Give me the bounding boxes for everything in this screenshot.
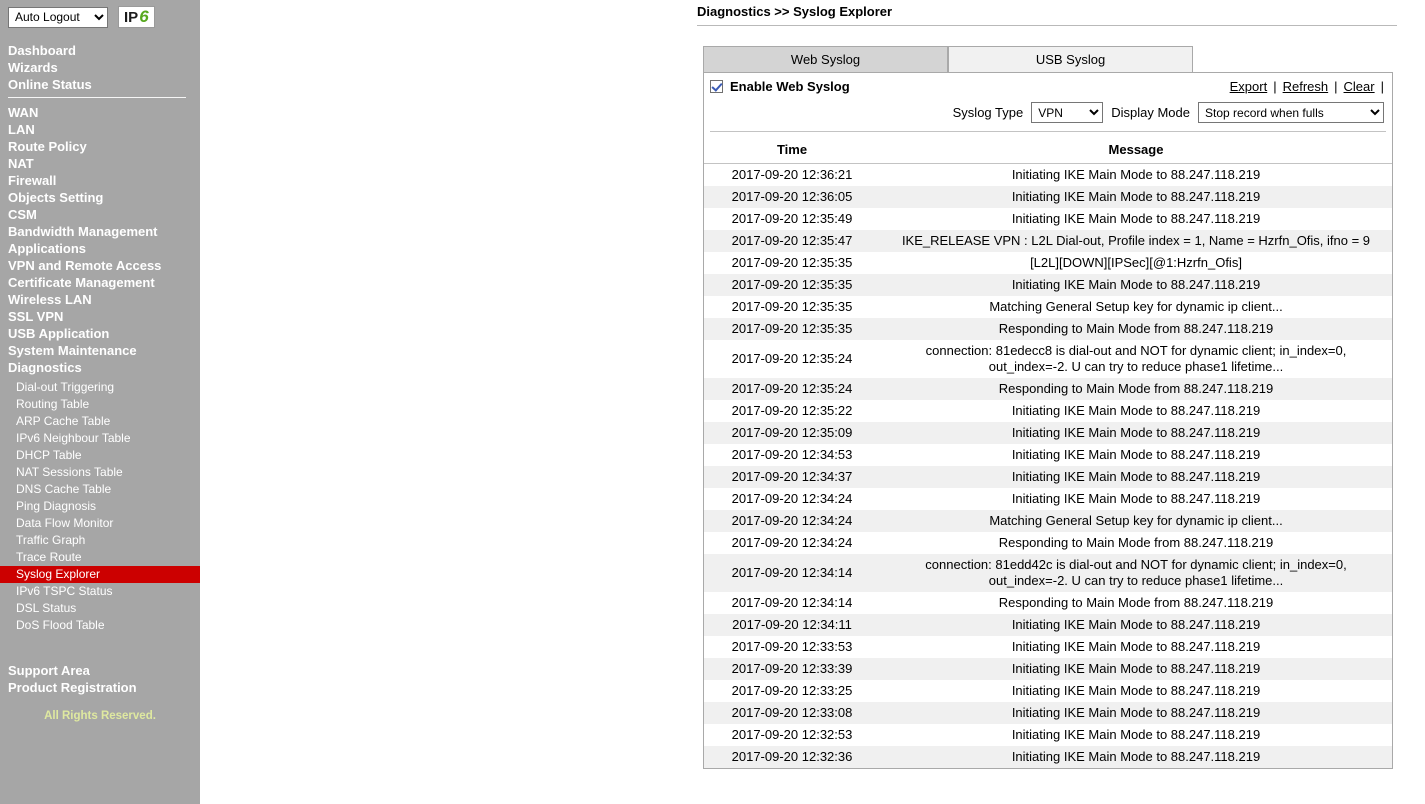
- ipv6-badge: [118, 6, 155, 28]
- sidebar-item-traffic-graph[interactable]: Traffic Graph: [16, 533, 86, 547]
- sidebar-item-dashboard[interactable]: Dashboard: [8, 43, 76, 58]
- tab-usb-syslog[interactable]: USB Syslog: [948, 46, 1193, 72]
- cell-time: 2017-09-20 12:35:35: [731, 299, 853, 314]
- table-row: [704, 422, 1392, 444]
- sidebar-item-applications[interactable]: Applications: [8, 241, 87, 256]
- sidebar-item-support-area[interactable]: Support Area: [8, 663, 90, 678]
- table-row: [704, 746, 1392, 768]
- enable-row: [710, 79, 1386, 94]
- table-row: [704, 554, 1392, 592]
- cell-time: 2017-09-20 12:35:47: [731, 233, 853, 248]
- syslog-table-head: [704, 136, 1392, 164]
- table-row: [704, 400, 1392, 422]
- sidebar-item-dsl-status[interactable]: DSL Status: [16, 601, 77, 615]
- sidebar-item-dial-out-triggering[interactable]: Dial-out Triggering: [16, 380, 115, 394]
- sidebar-item-bandwidth-management[interactable]: Bandwidth Management: [8, 224, 158, 239]
- cell-time: 2017-09-20 12:34:24: [731, 491, 853, 506]
- clear-link[interactable]: Clear: [1343, 79, 1375, 94]
- syslog-table-header-row: [704, 136, 1392, 164]
- sidebar-item-certificate-management[interactable]: Certificate Management: [8, 275, 155, 290]
- sidebar: [0, 0, 200, 804]
- cell-message: IKE_RELEASE VPN : L2L Dial-out, Profile index = 1, Name = Hzrfn_Ofis, ifno = 9: [901, 233, 1371, 248]
- enable-web-syslog-label: Enable Web Syslog: [730, 79, 850, 94]
- tab-web-syslog[interactable]: Web Syslog: [703, 46, 948, 72]
- breadcrumb: Diagnostics >> Syslog Explorer: [697, 4, 893, 19]
- cell-time: 2017-09-20 12:35:22: [731, 403, 853, 418]
- cell-time: 2017-09-20 12:34:37: [731, 469, 853, 484]
- sidebar-item-firewall[interactable]: Firewall: [8, 173, 57, 188]
- cell-message: Initiating IKE Main Mode to 88.247.118.219: [1011, 705, 1261, 720]
- cell-message: Initiating IKE Main Mode to 88.247.118.219: [1011, 727, 1261, 742]
- sidebar-item-routing-table[interactable]: Routing Table: [16, 397, 90, 411]
- cell-message: Initiating IKE Main Mode to 88.247.118.219: [1011, 211, 1261, 226]
- cell-message: Matching General Setup key for dynamic ip client...: [989, 299, 1283, 314]
- sidebar-item-wan[interactable]: WAN: [8, 105, 39, 120]
- cell-message: Initiating IKE Main Mode to 88.247.118.219: [1011, 491, 1261, 506]
- cell-message: Initiating IKE Main Mode to 88.247.118.219: [1011, 277, 1261, 292]
- cell-time: 2017-09-20 12:34:24: [731, 535, 853, 550]
- cell-message: Initiating IKE Main Mode to 88.247.118.219: [1011, 661, 1261, 676]
- table-row: [704, 230, 1392, 252]
- cell-message: Initiating IKE Main Mode to 88.247.118.219: [1011, 469, 1261, 484]
- sidebar-item-dhcp-table[interactable]: DHCP Table: [16, 448, 82, 462]
- sidebar-item-ipv6-neighbour-table[interactable]: IPv6 Neighbour Table: [16, 431, 131, 445]
- sidebar-header: [0, 0, 200, 30]
- filter-row: [710, 102, 1386, 123]
- cell-time: 2017-09-20 12:32:36: [731, 749, 853, 764]
- export-link[interactable]: Export: [1229, 79, 1268, 94]
- cell-message: Matching General Setup key for dynamic ip client...: [989, 513, 1283, 528]
- sidebar-item-arp-cache-table[interactable]: ARP Cache Table: [16, 414, 111, 428]
- sidebar-item-diagnostics[interactable]: Diagnostics: [8, 360, 82, 375]
- ipv6-badge-prefix: IP: [124, 9, 139, 26]
- cell-time: 2017-09-20 12:35:24: [731, 351, 853, 366]
- cell-message: Initiating IKE Main Mode to 88.247.118.219: [1011, 617, 1261, 632]
- table-row: [704, 274, 1392, 296]
- cell-time: 2017-09-20 12:32:53: [731, 727, 853, 742]
- column-header-message: Message: [880, 136, 1392, 164]
- panel-divider: [710, 131, 1386, 132]
- syslog-table: [704, 136, 1392, 768]
- cell-time: 2017-09-20 12:35:35: [731, 255, 853, 270]
- table-row: [704, 252, 1392, 274]
- table-row: [704, 532, 1392, 554]
- syslog-type-label: Syslog Type: [952, 105, 1024, 120]
- sidebar-item-nat-sessions-table[interactable]: NAT Sessions Table: [16, 465, 123, 479]
- table-row: [704, 724, 1392, 746]
- cell-time: 2017-09-20 12:34:14: [731, 565, 853, 580]
- table-row: [704, 658, 1392, 680]
- sidebar-item-wireless-lan[interactable]: Wireless LAN: [8, 292, 92, 307]
- sidebar-item-product-registration[interactable]: Product Registration: [8, 680, 137, 695]
- sidebar-item-nat[interactable]: NAT: [8, 156, 34, 171]
- sidebar-item-ipv6-tspc-status[interactable]: IPv6 TSPC Status: [16, 584, 113, 598]
- cell-message: Initiating IKE Main Mode to 88.247.118.219: [1011, 403, 1261, 418]
- action-separator-2: |: [1334, 79, 1338, 94]
- cell-message: Responding to Main Mode from 88.247.118.219: [998, 321, 1274, 336]
- cell-time: 2017-09-20 12:34:53: [731, 447, 853, 462]
- table-row: [704, 296, 1392, 318]
- display-mode-label: Display Mode: [1111, 105, 1190, 120]
- sidebar-item-dns-cache-table[interactable]: DNS Cache Table: [16, 482, 112, 496]
- cell-time: 2017-09-20 12:35:09: [731, 425, 853, 440]
- breadcrumb-divider: [697, 25, 1397, 26]
- action-separator-1: |: [1273, 79, 1277, 94]
- nav-diagnostics-submenu: [0, 379, 200, 634]
- sidebar-item-syslog-explorer[interactable]: Syslog Explorer: [0, 566, 200, 583]
- cell-time: 2017-09-20 12:33:08: [731, 705, 853, 720]
- cell-message: Initiating IKE Main Mode to 88.247.118.219: [1011, 749, 1261, 764]
- cell-time: 2017-09-20 12:33:39: [731, 661, 853, 676]
- cell-time: 2017-09-20 12:35:24: [731, 381, 853, 396]
- cell-time: 2017-09-20 12:33:53: [731, 639, 853, 654]
- main-content: [697, 0, 1425, 804]
- cell-message: connection: 81edecc8 is dial-out and NOT for dynamic client; in_index=0, out_index=-2. U can try to reduce phase1 lifetime...: [925, 343, 1347, 374]
- table-row: [704, 164, 1392, 187]
- table-row: [704, 318, 1392, 340]
- table-row: [704, 340, 1392, 378]
- sidebar-item-csm[interactable]: CSM: [8, 207, 37, 222]
- sidebar-item-vpn-and-remote-access[interactable]: VPN and Remote Access: [8, 258, 162, 273]
- table-row: [704, 592, 1392, 614]
- sidebar-item-system-maintenance[interactable]: System Maintenance: [8, 343, 137, 358]
- table-row: [704, 488, 1392, 510]
- syslog-panel-header: [704, 73, 1392, 136]
- sidebar-item-objects-setting[interactable]: Objects Setting: [8, 190, 104, 205]
- sidebar-item-wizards[interactable]: Wizards: [8, 60, 58, 75]
- table-row: [704, 680, 1392, 702]
- auto-logout-select[interactable]: [8, 7, 108, 28]
- table-row: [704, 378, 1392, 400]
- tab-bar: [703, 46, 1393, 72]
- sidebar-item-ssl-vpn[interactable]: SSL VPN: [8, 309, 64, 324]
- action-links: [1224, 79, 1386, 94]
- sidebar-item-route-policy[interactable]: Route Policy: [8, 139, 87, 154]
- table-row: [704, 208, 1392, 230]
- table-row: [704, 444, 1392, 466]
- cell-message: Initiating IKE Main Mode to 88.247.118.219: [1011, 167, 1261, 182]
- cell-message: Initiating IKE Main Mode to 88.247.118.219: [1011, 425, 1261, 440]
- cell-message: [L2L][DOWN][IPSec][@1:Hzrfn_Ofis]: [1030, 255, 1242, 270]
- cell-message: Initiating IKE Main Mode to 88.247.118.219: [1011, 683, 1261, 698]
- sidebar-item-online-status[interactable]: Online Status: [8, 77, 92, 92]
- cell-message: Initiating IKE Main Mode to 88.247.118.219: [1011, 189, 1261, 204]
- cell-message: Responding to Main Mode from 88.247.118.219: [998, 381, 1274, 396]
- nav-support-group: [0, 662, 200, 696]
- refresh-link[interactable]: Refresh: [1282, 79, 1329, 94]
- sidebar-divider-1: [8, 97, 186, 98]
- table-row: [704, 636, 1392, 658]
- cell-time: 2017-09-20 12:34:11: [732, 617, 852, 632]
- syslog-type-select[interactable]: [1031, 102, 1103, 123]
- sidebar-item-trace-route[interactable]: Trace Route: [16, 550, 82, 564]
- table-row: [704, 614, 1392, 636]
- display-mode-select[interactable]: [1198, 102, 1384, 123]
- sidebar-item-lan[interactable]: LAN: [8, 122, 35, 137]
- sidebar-item-ping-diagnosis[interactable]: Ping Diagnosis: [16, 499, 97, 513]
- cell-time: 2017-09-20 12:36:05: [731, 189, 853, 204]
- cell-message: connection: 81edd42c is dial-out and NOT for dynamic client; in_index=0, out_index=-2. U can try to reduce phase1 lifetime...: [925, 557, 1347, 588]
- sidebar-item-usb-application[interactable]: USB Application: [8, 326, 110, 341]
- enable-web-syslog-checkbox[interactable]: [710, 80, 723, 93]
- table-row: [704, 186, 1392, 208]
- copyright-text: All Rights Reserved.: [44, 710, 156, 722]
- column-header-time: Time: [704, 136, 880, 164]
- sidebar-item-data-flow-monitor[interactable]: Data Flow Monitor: [16, 516, 114, 530]
- table-row: [704, 702, 1392, 724]
- sidebar-item-dos-flood-table[interactable]: DoS Flood Table: [16, 618, 105, 632]
- action-separator-3: |: [1380, 79, 1384, 94]
- table-row: [704, 466, 1392, 488]
- cell-time: 2017-09-20 12:33:25: [731, 683, 853, 698]
- cell-message: Initiating IKE Main Mode to 88.247.118.219: [1011, 639, 1261, 654]
- cell-time: 2017-09-20 12:36:21: [731, 167, 853, 182]
- syslog-panel: [703, 72, 1393, 769]
- nav-top-group: [0, 42, 200, 93]
- cell-message: Responding to Main Mode from 88.247.118.219: [998, 595, 1274, 610]
- cell-time: 2017-09-20 12:35:35: [731, 321, 853, 336]
- table-row: [704, 510, 1392, 532]
- cell-message: Initiating IKE Main Mode to 88.247.118.219: [1011, 447, 1261, 462]
- cell-time: 2017-09-20 12:34:24: [731, 513, 853, 528]
- ipv6-badge-suffix: 6: [139, 7, 149, 26]
- cell-message: Responding to Main Mode from 88.247.118.219: [998, 535, 1274, 550]
- cell-time: 2017-09-20 12:35:49: [731, 211, 853, 226]
- nav-main-group: [0, 104, 200, 376]
- syslog-table-body: [704, 164, 1392, 769]
- cell-time: 2017-09-20 12:35:35: [731, 277, 853, 292]
- cell-time: 2017-09-20 12:34:14: [731, 595, 853, 610]
